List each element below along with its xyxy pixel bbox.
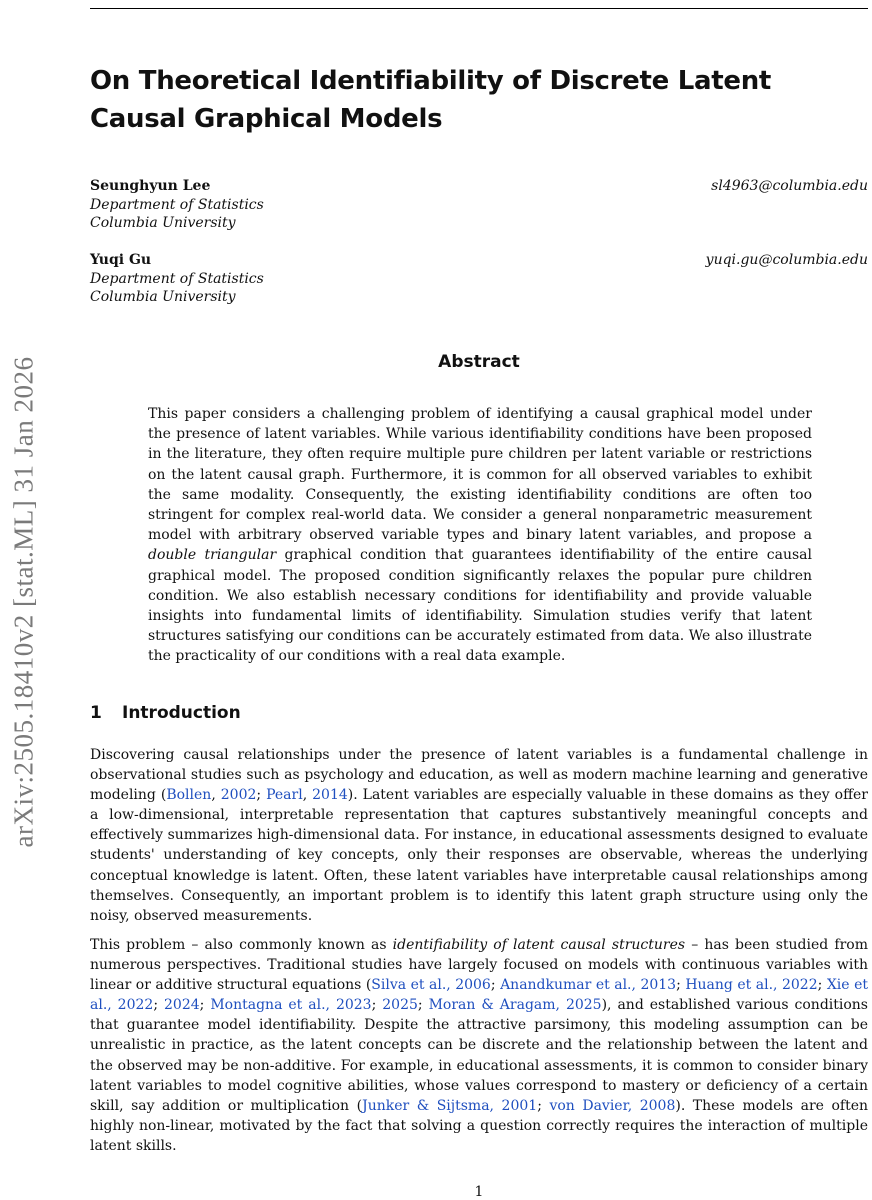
paragraph-1: Discovering causal relationships under the presence of latent variables is a fundamental challenge in observational studies such as psychology and education, as well as modern machine learning and generative modeling (Bollen, 2002; Pearl, 2014). Latent variables are especially valuable in these domains as they offer a low-dimensional, interpretable representation that captures substantively meaningful concepts and effectively summarizes high-dimensional data. For instance, in educational assessments designed to evaluate students' understanding of key concepts, only their responses are observable, whereas the underlying conceptual knowledge is latent. Often, these latent variables have interpretable causal relationships among themselves. Consequently, an important problem is to identify this latent graph structure using only the noisy, observed measurements. <box>90 747 869 924</box>
citation-link[interactable]: Huang et al., 2022 <box>685 977 818 994</box>
citation-link[interactable]: 2024 <box>164 997 200 1014</box>
citation-link[interactable]: 2025 <box>382 997 418 1014</box>
abstract-text-part: This paper considers a challenging problem of identifying a causal graphical model under the presence of latent variables. While various identifiability conditions have been proposed in the literature, they often require multiple pure children per latent variable or restrictions on the latent causal graph. Furthermore, it is common for all observed variables to exhibit the same modality. Consequently, the existing identifiability conditions are often too stringent for complex real-world data. We consider a general nonparametric measurement model with arbitrary observed variable types and binary latent variables, and propose a <box>148 406 812 544</box>
author-department: Department of Statistics <box>90 196 264 213</box>
citation-link[interactable]: Anandkumar et al., 2013 <box>500 977 677 994</box>
author-email[interactable]: yuqi.gu@columbia.edu <box>705 252 868 268</box>
page-number: 1 <box>474 1184 484 1200</box>
author-block-2 <box>90 251 868 307</box>
citation-link[interactable]: von Davier, 2008 <box>549 1097 676 1114</box>
citation-link[interactable]: 2002 <box>220 787 257 804</box>
arxiv-identifier: arXiv:2505.18410v2 [stat.ML] 31 Jan 2026 <box>8 356 39 848</box>
abstract-text <box>148 404 812 667</box>
citation-link[interactable]: Montagna et al., 2023 <box>210 997 372 1014</box>
citation-link[interactable]: Xie et al., 2022 <box>90 977 868 1014</box>
section-heading <box>90 703 241 723</box>
top-rule <box>90 8 868 9</box>
author-email[interactable]: sl4963@columbia.edu <box>711 178 868 194</box>
citation-link[interactable]: Silva et al., 2006 <box>371 977 491 994</box>
author-name: Seunghyun Lee <box>90 178 211 194</box>
author-department: Department of Statistics <box>90 270 264 287</box>
paragraph-2: This problem – also commonly known as identifiability of latent causal structures – has been studied from numerous perspectives. Traditional studies have largely focused on models with continuous variables with linear or additive structural equations (Silva et al., 2006; Anandkumar et al., 2013; Huang et al., 2022; Xie et al., 2022; 2024; Montagna et al., 2023; 2025; Moran & Aragam, 2025), and established various conditions that guarantee model identifiability. Despite the attractive parsimony, this modeling assumption can be unrealistic in practice, as the latent concepts can be discrete and the relationship between the latent and the observed may be non-additive. For example, in educational assessments, it is common to consider binary latent variables to model cognitive abilities, whose values correspond to mastery or deficiency of a certain skill, say addition or multiplication (Junker & Sijtsma, 2001; von Davier, 2008). These models are often highly non-linear, motivated by the fact that solving a question correctly requires the interaction of multiple latent skills. <box>90 937 868 1154</box>
author-name: Yuqi Gu <box>90 252 152 268</box>
paper-title: On Theoretical Identifiability of Discrete Latent Causal Graphical Models <box>90 66 772 134</box>
arxiv-sidebar <box>0 0 48 1200</box>
citation-link[interactable]: 2014 <box>312 787 348 804</box>
section-number: 1 <box>90 703 102 723</box>
section-title: Introduction <box>122 703 241 723</box>
citation-link[interactable]: Moran & Aragam, 2025 <box>428 997 602 1014</box>
abstract-emphasis: double triangular <box>148 547 277 564</box>
author-block-1 <box>90 177 868 233</box>
author-university: Columbia University <box>90 289 236 305</box>
citation-link[interactable]: Junker & Sijtsma, 2001 <box>362 1097 538 1114</box>
citation-link[interactable]: Pearl <box>266 787 303 804</box>
citation-link[interactable]: Bollen <box>166 787 212 804</box>
author-university: Columbia University <box>90 215 236 231</box>
abstract-text-part: graphical condition that guarantees identifiability of the entire causal graphical model. The proposed condition significantly relaxes the popular pure children condition. We also establish necessary conditions for identifiability and provide valuable insights into fundamental limits of identifiability. Simulation studies verify that latent structures satisfying our conditions can be accurately estimated from data. We also illustrate the practicality of our conditions with a real data example. <box>148 547 812 665</box>
emphasis: identifiability of latent causal structures <box>392 937 686 953</box>
abstract-heading: Abstract <box>438 352 520 372</box>
